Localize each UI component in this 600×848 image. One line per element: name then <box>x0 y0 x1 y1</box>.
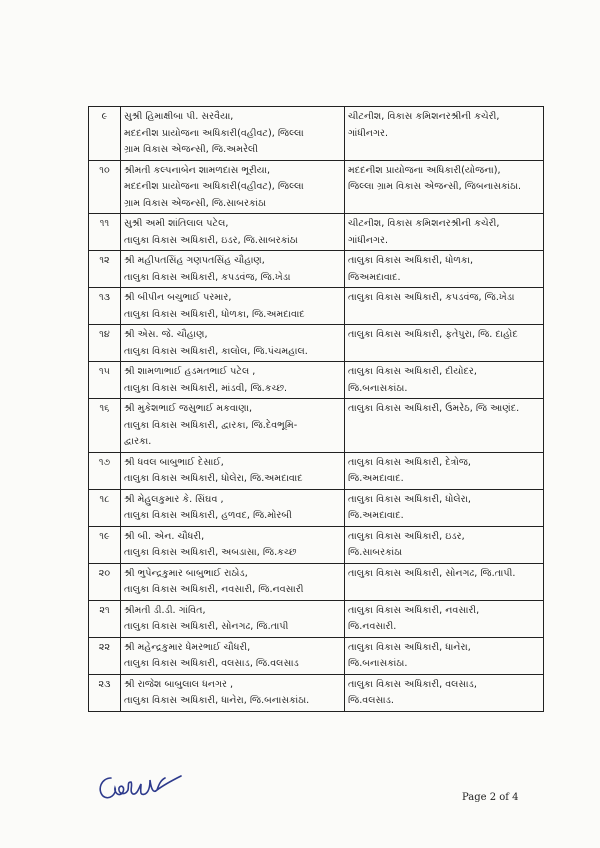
new-posting-line: તાલુકા વિકાસ અધિકારી, દીયોદર, <box>348 366 477 377</box>
current-posting-line: શ્રી મુકેશભાઈ જસુભાઈ મકવાણા, <box>124 403 253 414</box>
new-posting-line: મદદનીશ પ્રાયોજના અધિકારી(યોજના), <box>348 164 501 176</box>
new-posting-line: ચીટનીશ, વિકાસ કમિશનરશ્રીની કચેરી, <box>348 111 500 122</box>
table-row <box>89 399 544 453</box>
table-row <box>89 325 544 362</box>
current-posting-cell <box>121 399 345 453</box>
table-row <box>89 526 544 563</box>
current-posting-line: તાલુકા વિકાસ અધિકારી, નવસારી, જિ.નવસારી <box>124 584 304 595</box>
new-posting-line: તાલુકા વિકાસ અધિકારી, ઇડર, <box>348 530 465 542</box>
current-posting-cell <box>121 637 345 674</box>
new-posting-cell <box>345 600 544 637</box>
new-posting-line: તાલુકા વિકાસ અધિકારી, ફતેપુરા, જિ. દાહોદ <box>348 329 518 340</box>
current-posting-line: સુશ્રી હિમાક્ષીબા પી. સરવૈયા, <box>124 111 234 122</box>
new-posting-line: જિ.બનાસકાંઠા. <box>348 658 408 669</box>
current-posting-line: તાલુકા વિકાસ અધિકારી, કપડવંજ, જિ.ખેડા <box>124 271 291 283</box>
serial-number-cell: ૧૩ <box>89 288 121 325</box>
new-posting-cell <box>345 489 544 526</box>
new-posting-line: ચીટનીશ, વિકાસ કમિશનરશ્રીની કચેરી, <box>348 218 500 229</box>
serial-number-cell: ૧૧ <box>89 214 121 251</box>
current-posting-line: તાલુકા વિકાસ અધિકારી, હળવદ, જિ.મોરબી <box>124 510 292 521</box>
current-posting-line: શ્રી ભુપેન્દ્રકુમાર બાબુભાઈ રાઠોડ, <box>124 567 248 579</box>
new-posting-line: જિ.અમદાવાદ. <box>348 510 404 521</box>
transfer-orders-body <box>89 107 544 712</box>
new-posting-line: જિ.સાબરકાંઠા <box>348 547 403 558</box>
page-number: Page 2 of 4 <box>462 792 519 803</box>
serial-number-cell: ૧૮ <box>89 489 121 526</box>
current-posting-line: મદદનીશ પ્રાયોજના અધિકારી(વહીવટ), જિલ્લા <box>124 181 304 192</box>
current-posting-line: તાલુકા વિકાસ અધિકારી, અબડાસા, જિ.કચ્છ <box>124 547 297 558</box>
table-row <box>89 160 544 214</box>
current-posting-line: શ્રી મહેન્દ્રકુમાર ધેમરભાઈ ચૌધરી, <box>124 641 251 653</box>
new-posting-cell <box>345 214 544 251</box>
current-posting-line: મદદનીશ પ્રાયોજના અધિકારી(વહીવટ), જિલ્લા <box>124 127 304 139</box>
current-posting-cell <box>121 160 345 214</box>
new-posting-cell <box>345 325 544 362</box>
table-row <box>89 637 544 674</box>
current-posting-line: તાલુકા વિકાસ અધિકારી, માંડવી, જિ.કચ્છ. <box>124 382 288 394</box>
serial-number-cell: ૨૩ <box>89 674 121 711</box>
table-row <box>89 489 544 526</box>
table-row <box>89 563 544 600</box>
new-posting-line: જિ.બનાસકાંઠા. <box>348 382 408 394</box>
table-row <box>89 251 544 288</box>
current-posting-cell <box>121 107 345 161</box>
serial-number-cell: ૯ <box>89 107 121 161</box>
new-posting-cell <box>345 452 544 489</box>
serial-number-cell: ૧૬ <box>89 399 121 453</box>
new-posting-cell <box>345 399 544 453</box>
current-posting-line: શ્રી શામળાભાઈ હડમતભાઈ પટેલ , <box>124 366 256 377</box>
new-posting-line: તાલુકા વિકાસ અધિકારી, ધોળકા, <box>348 255 474 266</box>
new-posting-cell <box>345 637 544 674</box>
new-posting-cell <box>345 251 544 288</box>
current-posting-line: ગ્રામ વિકાસ એજન્સી, જિ.સાબરકાંઠા <box>124 197 267 209</box>
table-row <box>89 214 544 251</box>
new-posting-line: જિ.અમદાવાદ. <box>348 473 404 484</box>
new-posting-line: તાલુકા વિકાસ અધિકારી, વલસાડ, <box>348 678 477 690</box>
new-posting-line: તાલુકા વિકાસ અધિકારી, સોનગઢ, જિ.તાપી. <box>348 567 516 579</box>
current-posting-cell <box>121 489 345 526</box>
new-posting-line: જિઅમદાવાદ. <box>348 271 401 283</box>
new-posting-line: ગાંધીનગર. <box>348 127 389 139</box>
serial-number-cell: ૧૯ <box>89 526 121 563</box>
new-posting-line: જિ.નવસારી. <box>348 621 397 632</box>
new-posting-cell <box>345 362 544 399</box>
current-posting-line: દ્વારકા. <box>124 436 152 447</box>
serial-number-cell: ૧૫ <box>89 362 121 399</box>
current-posting-line: તાલુકા વિકાસ અધિકારી, સોનગઢ, જિ.તાપી <box>124 621 289 632</box>
current-posting-line: તાલુકા વિકાસ અધિકારી, દ્વારકા, જિ.દેવભૂમિ- <box>124 419 298 431</box>
serial-number-cell: ૨૨ <box>89 637 121 674</box>
new-posting-line: તાલુકા વિકાસ અધિકારી, ઉમરેઠ, જિ આણંદ. <box>348 403 520 414</box>
new-posting-cell <box>345 160 544 214</box>
serial-number-cell: ૧૨ <box>89 251 121 288</box>
new-posting-cell <box>345 288 544 325</box>
current-posting-cell <box>121 674 345 711</box>
new-posting-line: તાલુકા વિકાસ અધિકારી, ધાનેરા, <box>348 641 471 653</box>
current-posting-cell <box>121 600 345 637</box>
table-row <box>89 362 544 399</box>
new-posting-cell <box>345 526 544 563</box>
current-posting-cell <box>121 325 345 362</box>
current-posting-line: તાલુકા વિકાસ અધિકારી, ઇડર, જિ.સાબરકાંઠા <box>124 234 298 246</box>
serial-number-cell: ૧૭ <box>89 452 121 489</box>
current-posting-line: શ્રી મહીપતસિંહ ગણપતસિંહ ચૌહાણ, <box>124 255 265 266</box>
current-posting-line: શ્રી એસ. જે. ચૌહાણ, <box>124 329 208 340</box>
current-posting-line: તાલુકા વિકાસ અધિકારી, ધોળકા, જિ.અમદાવાદ <box>124 308 305 320</box>
current-posting-line: શ્રી રાજેશ બાબુલાલ ધનગર , <box>124 678 234 690</box>
serial-number-cell: ૧૪ <box>89 325 121 362</box>
current-posting-cell <box>121 362 345 399</box>
new-posting-cell <box>345 674 544 711</box>
current-posting-line: સુશ્રી અમી શાંતિલાલ પટેલ, <box>124 218 229 229</box>
table-row <box>89 452 544 489</box>
table-row <box>89 107 544 161</box>
table-row <box>89 674 544 711</box>
new-posting-line: તાલુકા વિકાસ અધિકારી, કપડવંજ, જિ.ખેડા <box>348 292 515 303</box>
serial-number-cell: ૨૦ <box>89 563 121 600</box>
current-posting-cell <box>121 214 345 251</box>
current-posting-cell <box>121 452 345 489</box>
new-posting-line: જિ.વલસાડ. <box>348 695 394 706</box>
current-posting-cell <box>121 288 345 325</box>
current-posting-line: શ્રી મેહુલકુમાર કે. સિંઘવ , <box>124 493 224 505</box>
new-posting-cell <box>345 563 544 600</box>
current-posting-line: તાલુકા વિકાસ અધિકારી, કાલોલ, જિ.પંચમહાલ. <box>124 345 308 357</box>
new-posting-line: તાલુકા વિકાસ અધિકારી, ધોલેરા, <box>348 493 471 505</box>
current-posting-line: શ્રી બીપીન બચુભાઈ પરમાર, <box>124 292 232 303</box>
new-posting-line: ગાંધીનગર. <box>348 234 389 246</box>
new-posting-line: તાલુકા વિકાસ અધિકારી, નવસારી, <box>348 604 480 616</box>
current-posting-cell <box>121 563 345 600</box>
new-posting-line: જિલ્લા ગ્રામ વિકાસ એજન્સી, જિબનાસકાંઠા. <box>348 181 522 192</box>
current-posting-line: શ્રી બી. એન. ચૌધરી, <box>124 530 205 542</box>
current-posting-cell <box>121 251 345 288</box>
current-posting-line: શ્રીમતી કલ્પનાબેન શામળદાસ ભૂરીયા, <box>124 164 271 176</box>
current-posting-line: તાલુકા વિકાસ અધિકારી, ધોલેરા, જિ.અમદાવાદ <box>124 473 303 484</box>
signature <box>95 770 185 804</box>
current-posting-cell <box>121 526 345 563</box>
table-row <box>89 600 544 637</box>
transfer-orders-table <box>88 106 544 712</box>
current-posting-line: શ્રી ધવલ બાબુભાઈ દેસાઈ, <box>124 456 224 468</box>
current-posting-line: તાલુકા વિકાસ અધિકારી, વલસાડ, જિ.વલસાડ <box>124 658 299 669</box>
serial-number-cell: ૧૦ <box>89 160 121 214</box>
current-posting-line: શ્રીમતી ડી.ડી. ગાંવિત, <box>124 604 206 616</box>
serial-number-cell: ૨૧ <box>89 600 121 637</box>
new-posting-line: તાલુકા વિકાસ અધિકારી, દેત્રોજ, <box>348 456 471 468</box>
current-posting-line: ગ્રામ વિકાસ એજન્સી, જિ.અમરેલી <box>124 144 259 155</box>
current-posting-line: તાલુકા વિકાસ અધિકારી, ધાનેરા, જિ.બનાસકાંઠા. <box>124 695 310 706</box>
table-row <box>89 288 544 325</box>
new-posting-cell <box>345 107 544 161</box>
